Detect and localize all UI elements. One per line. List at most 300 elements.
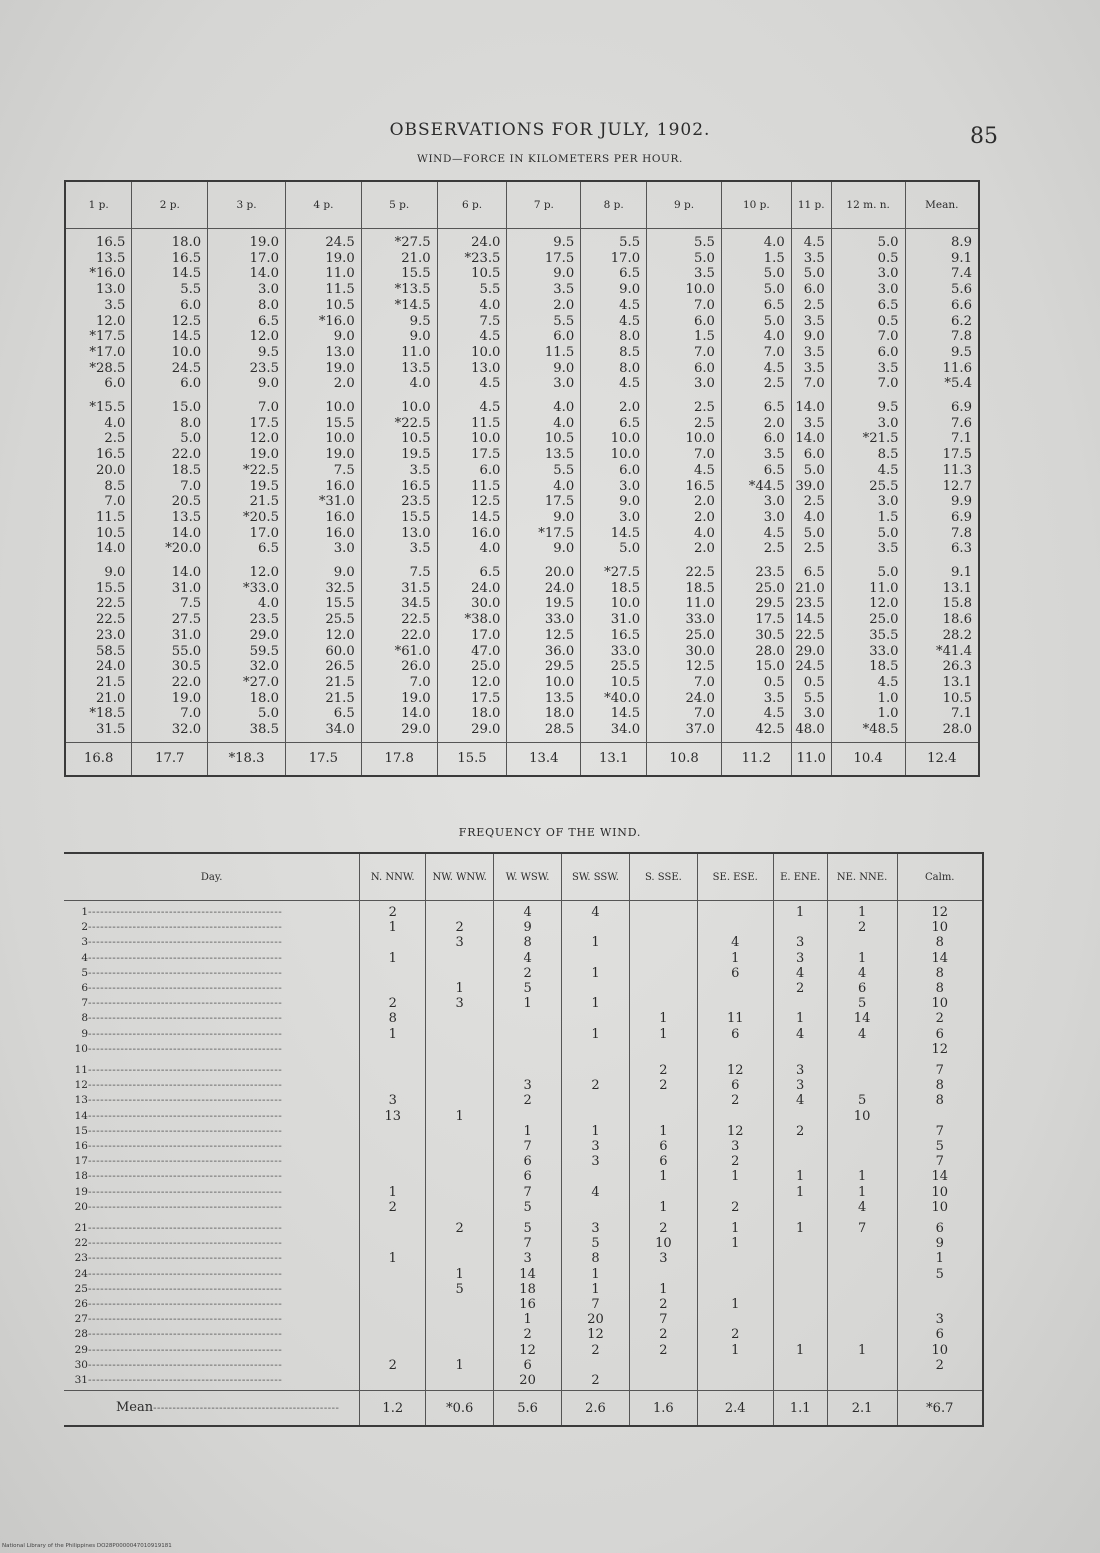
- wind-value: *27.5: [394, 235, 431, 250]
- direction-column: [360, 1059, 426, 1217]
- wind-value: 4.0: [257, 596, 279, 612]
- wind-value: 3.5: [803, 344, 825, 360]
- frequency-value: 2: [523, 965, 532, 981]
- frequency-value: [630, 920, 697, 935]
- wind-value: 10.5: [471, 266, 501, 282]
- wind-value: 7.0: [693, 706, 715, 722]
- day-row: [74, 1358, 359, 1373]
- frequency-value: 6: [659, 1154, 668, 1170]
- day-number: 12: [74, 1079, 88, 1092]
- frequency-value: [360, 1236, 425, 1251]
- frequency-value: 7: [935, 1063, 944, 1079]
- day-row: [74, 935, 359, 950]
- wind-value: 10.0: [685, 282, 715, 298]
- wind-value: 11.5: [471, 415, 501, 431]
- day-number: 9: [81, 1027, 88, 1040]
- wind-value: 0.5: [877, 250, 899, 266]
- frequency-value: 14: [931, 950, 949, 966]
- wind-value: 47.0: [471, 643, 501, 659]
- wind-value: 18.5: [610, 580, 641, 596]
- wind-value: 8.5: [619, 344, 641, 360]
- dot-leader: ------------------------------------------------: [88, 1170, 283, 1183]
- frequency-value: [828, 1312, 897, 1327]
- hour-column: [507, 229, 581, 397]
- wind-value: 14.5: [471, 509, 501, 525]
- day-number: 6: [81, 982, 88, 995]
- frequency-value: [630, 1042, 697, 1057]
- wind-value: 27.5: [171, 612, 202, 628]
- frequency-value: 14: [519, 1266, 536, 1282]
- frequency-value: 6: [659, 1139, 668, 1155]
- frequency-value: 2: [455, 1221, 464, 1237]
- direction-column: [562, 1217, 630, 1391]
- hour-column: [791, 229, 831, 397]
- direction-column: [360, 901, 426, 1060]
- wind-value: *14.5: [394, 297, 431, 313]
- wind-value: 3.0: [803, 706, 825, 722]
- frequency-value: 1: [659, 1199, 668, 1215]
- frequency-value: 10: [931, 1199, 949, 1215]
- wind-value: 21.0: [795, 580, 825, 596]
- frequency-value: 5: [857, 1093, 867, 1109]
- hour-column: [132, 229, 208, 397]
- wind-value: 25.0: [471, 659, 501, 675]
- wind-value: 0.5: [803, 674, 825, 690]
- wind-value: 28.0: [755, 643, 785, 659]
- wind-value: 18.5: [685, 580, 715, 596]
- day-row: [74, 981, 359, 996]
- wind-value: 7.0: [180, 478, 202, 494]
- wind-value: 19.0: [325, 447, 355, 463]
- mean-value: 17.8: [361, 742, 437, 776]
- frequency-value: 1: [591, 1281, 600, 1297]
- wind-value: 20.0: [544, 565, 575, 581]
- wind-value: 34.0: [325, 722, 355, 738]
- frequency-value: 1: [388, 1251, 397, 1267]
- frequency-value: 2: [731, 1154, 740, 1170]
- frequency-value: 1: [455, 1266, 464, 1282]
- wind-value: 9.0: [553, 266, 575, 282]
- hour-column: [361, 229, 437, 397]
- frequency-value: 8: [935, 965, 944, 981]
- wind-value: 18.0: [544, 706, 575, 722]
- hour-column: [285, 561, 361, 742]
- day-row: [74, 1373, 359, 1388]
- column-header: S. SSE.: [629, 853, 697, 901]
- frequency-value: 20: [519, 1373, 536, 1389]
- wind-value: 36.0: [544, 643, 575, 659]
- hour-column: [647, 396, 722, 561]
- frequency-value: [360, 1063, 425, 1078]
- frequency-value: 8: [935, 981, 944, 997]
- frequency-value: 2: [659, 1327, 668, 1343]
- column-header: SE. ESE.: [697, 853, 773, 901]
- dot-leader: ------------------------------------------------: [88, 1237, 283, 1250]
- wind-value: 48.0: [795, 722, 825, 738]
- frequency-value: 14: [853, 1011, 871, 1027]
- wind-value: 29.5: [755, 596, 785, 612]
- wind-value: 32.0: [171, 722, 202, 738]
- wind-value: 60.0: [325, 643, 355, 659]
- wind-value: 30.0: [685, 643, 715, 659]
- wind-value: 6.0: [619, 462, 641, 478]
- column-header: 3 p.: [208, 181, 286, 229]
- wind-value: *27.0: [243, 674, 279, 690]
- frequency-value: [562, 1200, 629, 1215]
- dot-leader: ------------------------------------------------: [88, 966, 283, 979]
- frequency-table-header: [64, 853, 983, 901]
- wind-value: 7.0: [693, 297, 715, 313]
- day-row: [74, 905, 359, 920]
- day-number: 4: [81, 951, 88, 964]
- frequency-value: [898, 1109, 982, 1124]
- hour-column: [208, 396, 286, 561]
- mean-value: 11.2: [721, 742, 791, 776]
- wind-value: 5.0: [763, 266, 785, 282]
- wind-value: 25.0: [685, 627, 715, 643]
- hour-column: [721, 396, 791, 561]
- wind-value: 4.5: [877, 674, 899, 690]
- dot-leader: ------------------------------------------------: [88, 921, 283, 934]
- wind-value: 3.0: [763, 509, 785, 525]
- frequency-value: 11: [726, 1011, 744, 1027]
- frequency-value: [426, 1154, 493, 1169]
- wind-value: 3.5: [693, 266, 715, 282]
- wind-value: 12.5: [171, 313, 202, 329]
- wind-value: 10.5: [610, 674, 641, 690]
- frequency-value: 7: [935, 1123, 944, 1139]
- wind-value: *15.5: [89, 400, 126, 416]
- wind-value: 23.5: [401, 494, 431, 510]
- hour-column: [831, 561, 905, 742]
- day-number: 18: [74, 1170, 88, 1183]
- wind-value: 6.5: [877, 297, 899, 313]
- wind-value: 0.5: [763, 674, 785, 690]
- mean-value: 11.0: [791, 742, 831, 776]
- mean-value: *18.3: [208, 742, 286, 776]
- wind-value: 5.5: [180, 282, 202, 298]
- wind-value: 16.5: [610, 627, 641, 643]
- frequency-value: [426, 1251, 493, 1266]
- wind-value: *17.0: [89, 344, 126, 360]
- wind-value: 18.5: [171, 462, 202, 478]
- wind-value: 5.5: [553, 313, 575, 329]
- wind-value: 14.5: [610, 706, 641, 722]
- day-row: [74, 1169, 359, 1184]
- wind-value: 5.0: [619, 541, 641, 557]
- wind-value: 17.5: [249, 415, 279, 431]
- wind-value: *16.0: [318, 313, 355, 329]
- frequency-value: 1: [796, 905, 805, 920]
- wind-value: *18.5: [89, 706, 126, 722]
- wind-value: 28.5: [544, 722, 575, 738]
- wind-value: 15.0: [171, 400, 202, 416]
- column-header: NW. WNW.: [426, 853, 494, 901]
- wind-value: 31.0: [171, 627, 202, 643]
- day-column: [64, 1217, 360, 1391]
- frequency-value: 5: [455, 1281, 464, 1297]
- dot-leader: ------------------------------------------------: [88, 1042, 283, 1055]
- wind-value: 25.5: [325, 612, 355, 628]
- frequency-value: 20: [587, 1312, 604, 1328]
- wind-value: 21.5: [249, 494, 279, 510]
- frequency-title: FREQUENCY OF THE WIND.: [458, 826, 642, 839]
- frequency-value: [426, 1042, 493, 1057]
- wind-value: 6.5: [763, 400, 785, 416]
- frequency-value: [698, 996, 773, 1011]
- wind-value: 7.5: [180, 596, 202, 612]
- wind-value: *16.0: [89, 266, 126, 282]
- wind-value: 5.0: [763, 282, 785, 298]
- frequency-value: [426, 1011, 493, 1026]
- wind-value: 15.8: [942, 596, 972, 612]
- wind-value: 3.0: [877, 494, 899, 510]
- column-header: Mean.: [905, 181, 979, 229]
- frequency-value: 1: [659, 1281, 668, 1297]
- wind-value: 3.0: [877, 415, 899, 431]
- wind-value: 3.5: [803, 250, 825, 266]
- day-block: [64, 1059, 983, 1217]
- day-number: 21: [74, 1222, 88, 1235]
- wind-value: 7.4: [951, 266, 972, 282]
- frequency-value: 2: [731, 1199, 740, 1215]
- frequency-value: [828, 1154, 897, 1169]
- direction-column: [697, 1059, 773, 1217]
- dot-leader: ------------------------------------------------: [88, 1185, 283, 1198]
- frequency-value: [494, 1042, 561, 1057]
- wind-value: 14.0: [795, 431, 825, 447]
- frequency-value: [774, 1200, 827, 1215]
- hour-column: [208, 561, 286, 742]
- frequency-value: 2: [388, 996, 397, 1012]
- frequency-value: [360, 1297, 425, 1312]
- mean-value: 1.2: [360, 1391, 426, 1427]
- mean-value: 10.4: [831, 742, 905, 776]
- wind-value: 1.0: [877, 690, 899, 706]
- wind-value: 7.5: [333, 462, 355, 478]
- frequency-value: [774, 1109, 827, 1124]
- column-header: 2 p.: [132, 181, 208, 229]
- frequency-value: 1: [388, 950, 397, 966]
- dot-leader: ------------------------------------------------: [88, 1140, 283, 1153]
- frequency-value: [630, 905, 697, 920]
- wind-value: 5.0: [877, 235, 899, 250]
- wind-value: *41.4: [936, 643, 972, 659]
- direction-column: [897, 1217, 983, 1391]
- frequency-value: [426, 1078, 493, 1093]
- wind-frequency-table: [64, 852, 984, 1427]
- hour-column: [721, 561, 791, 742]
- wind-value: 22.5: [685, 565, 715, 581]
- frequency-value: 2: [455, 920, 464, 936]
- frequency-value: [360, 1042, 425, 1057]
- wind-value: 17.5: [942, 447, 972, 463]
- wind-value: *27.5: [604, 565, 641, 581]
- wind-value: 1.5: [763, 250, 785, 266]
- dot-leader: ------------------------------------------------: [88, 1374, 283, 1387]
- frequency-value: [698, 1373, 773, 1388]
- day-row: [74, 1221, 359, 1236]
- frequency-value: 2: [388, 1357, 397, 1373]
- frequency-value: 3: [523, 1251, 532, 1267]
- day-block: [65, 561, 979, 742]
- wind-value: 6.5: [763, 462, 785, 478]
- wind-value: 14.5: [171, 266, 202, 282]
- wind-value: 9.5: [257, 344, 279, 360]
- wind-value: 5.0: [257, 706, 279, 722]
- wind-value: 24.5: [325, 235, 355, 250]
- dot-leader: ------------------------------------------------: [88, 1200, 283, 1213]
- wind-value: *44.5: [748, 478, 785, 494]
- frequency-value: [630, 1185, 697, 1200]
- direction-column: [697, 901, 773, 1060]
- wind-value: 26.0: [401, 659, 431, 675]
- wind-value: 31.5: [401, 580, 431, 596]
- frequency-value: [562, 1042, 629, 1057]
- day-number: 11: [74, 1064, 88, 1077]
- wind-value: 10.0: [544, 674, 575, 690]
- wind-value: 15.5: [95, 580, 126, 596]
- wind-value: 2.5: [803, 297, 825, 313]
- dot-leader: ------------------------------------------------: [88, 982, 283, 995]
- frequency-value: 13: [384, 1108, 402, 1124]
- frequency-value: [494, 1109, 561, 1124]
- mean-value: 2.1: [827, 1391, 897, 1427]
- frequency-value: 12: [931, 1041, 949, 1057]
- frequency-value: 6: [731, 965, 740, 981]
- wind-value: 30.5: [171, 659, 202, 675]
- wind-value: 9.0: [553, 360, 575, 376]
- day-number: 29: [74, 1343, 88, 1356]
- wind-value: 15.5: [401, 509, 431, 525]
- day-number: 25: [74, 1282, 88, 1295]
- direction-column: [897, 1059, 983, 1217]
- wind-value: 1.0: [877, 706, 899, 722]
- frequency-value: [698, 1358, 773, 1373]
- wind-value: 3.0: [257, 282, 279, 298]
- hour-column: [132, 561, 208, 742]
- mean-label: [64, 1391, 360, 1427]
- wind-value: 9.0: [553, 509, 575, 525]
- day-row: [74, 1327, 359, 1342]
- page-title: OBSERVATIONS FOR JULY, 1902.: [389, 120, 711, 140]
- dot-leader: ------------------------------------------------: [88, 1109, 283, 1122]
- frequency-value: 1: [455, 981, 464, 997]
- wind-value: 2.5: [803, 541, 825, 557]
- frequency-value: 6: [523, 1154, 532, 1170]
- column-header: W. WSW.: [494, 853, 562, 901]
- direction-column: [562, 1059, 630, 1217]
- direction-column: [360, 1217, 426, 1391]
- wind-value: 19.0: [249, 235, 279, 250]
- frequency-value: 1: [659, 1123, 668, 1139]
- wind-value: 8.0: [619, 360, 641, 376]
- frequency-value: [774, 1267, 827, 1282]
- wind-value: 32.0: [249, 659, 279, 675]
- frequency-value: [774, 1327, 827, 1342]
- wind-value: 25.5: [610, 659, 641, 675]
- day-row: [74, 1011, 359, 1026]
- wind-value: 11.0: [401, 344, 431, 360]
- frequency-value: [360, 1139, 425, 1154]
- frequency-value: [630, 996, 697, 1011]
- wind-value: 3.5: [763, 447, 785, 463]
- wind-value: 17.5: [471, 447, 501, 463]
- hour-column: [791, 561, 831, 742]
- day-row: [74, 1343, 359, 1358]
- wind-value: 8.0: [257, 297, 279, 313]
- mean-value: 1.6: [629, 1391, 697, 1427]
- wind-value: 34.5: [401, 596, 431, 612]
- wind-value: 16.5: [95, 235, 126, 250]
- day-block: [65, 396, 979, 561]
- wind-value: 2.5: [693, 415, 715, 431]
- wind-value: 3.0: [877, 266, 899, 282]
- wind-value: 6.5: [333, 706, 355, 722]
- frequency-value: 1: [796, 1184, 805, 1200]
- frequency-value: [828, 1063, 897, 1078]
- direction-column: [494, 901, 562, 1060]
- frequency-value: [774, 996, 827, 1011]
- hour-column: [208, 229, 286, 397]
- wind-value: 16.0: [325, 509, 355, 525]
- wind-value: 6.3: [951, 541, 972, 557]
- wind-value: 17.0: [249, 525, 279, 541]
- frequency-value: 2: [857, 920, 867, 936]
- wind-value: 12.5: [685, 659, 715, 675]
- wind-value: 6.0: [104, 376, 126, 392]
- hour-column: [65, 561, 132, 742]
- wind-value: 22.0: [401, 627, 431, 643]
- frequency-value: [698, 981, 773, 996]
- day-row: [74, 1027, 359, 1042]
- wind-value: 33.0: [869, 643, 899, 659]
- wind-value: 4.0: [409, 376, 431, 392]
- day-block: [64, 1217, 983, 1391]
- frequency-value: [360, 1373, 425, 1388]
- frequency-value: [774, 920, 827, 935]
- frequency-value: 1: [591, 965, 600, 981]
- wind-value: 9.9: [951, 494, 972, 510]
- wind-value: 7.0: [104, 494, 126, 510]
- hour-column: [361, 396, 437, 561]
- wind-value: 31.0: [610, 612, 641, 628]
- wind-value: 29.0: [471, 722, 501, 738]
- wind-value: 2.5: [803, 494, 825, 510]
- wind-value: 25.0: [755, 580, 785, 596]
- column-header: 10 p.: [721, 181, 791, 229]
- direction-column: [697, 1217, 773, 1391]
- day-row: [74, 996, 359, 1011]
- wind-value: 10.5: [95, 525, 126, 541]
- frequency-value: [828, 1078, 897, 1093]
- wind-value: 6.6: [951, 297, 972, 313]
- wind-value: 3.5: [877, 360, 899, 376]
- frequency-value: 8: [935, 935, 944, 951]
- wind-value: 17.0: [249, 250, 279, 266]
- column-header: 9 p.: [647, 181, 722, 229]
- frequency-value: 2: [935, 1011, 944, 1027]
- frequency-value: 7: [523, 1139, 532, 1155]
- frequency-value: 4: [591, 905, 600, 920]
- wind-value: 16.5: [171, 250, 202, 266]
- wind-value: 21.5: [325, 674, 355, 690]
- frequency-value: 3: [455, 996, 464, 1012]
- frequency-value: 4: [857, 1026, 867, 1042]
- wind-value: 12.7: [942, 478, 972, 494]
- wind-value: 38.5: [249, 722, 279, 738]
- wind-value: 0.5: [877, 313, 899, 329]
